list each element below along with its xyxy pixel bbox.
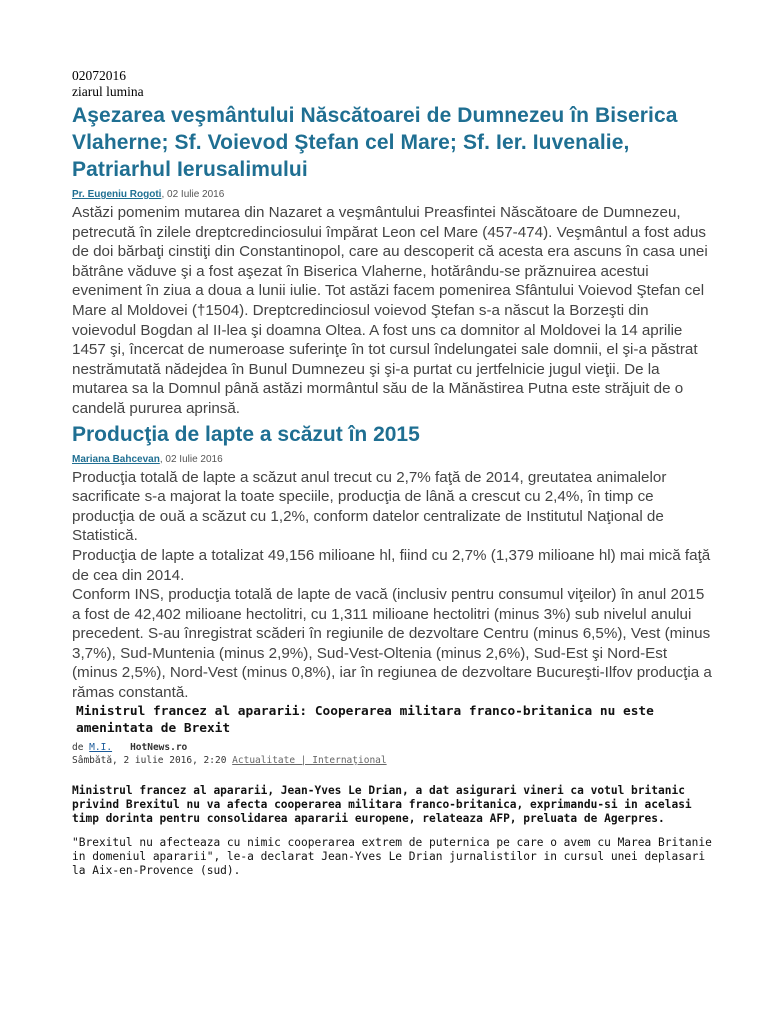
article2-title: Producţia de lapte a scăzut în 2015	[72, 422, 420, 446]
document-page	[72, 68, 712, 878]
article3-publication: HotNews.ro	[130, 741, 188, 753]
article3-by-prefix: de	[72, 741, 90, 753]
article2-byline	[72, 454, 712, 466]
article3-datetime: Sâmbătă, 2 iulie 2016, 2:20	[72, 754, 227, 766]
article1-paragraph: Astăzi pomenim mutarea din Nazaret a veşmântului Preasfintei Născătoare de Dumnezeu, petrecută în zilele dreptcredinciosului împărat Leon cel Mare (457-474). Veşmântul a fost adus de doi bărbaţi cinstiţi din Constantinopol, care au descoperit că acesta era ascuns în casa unei bătrâne văduve şi a fost aşezat în Biserica Vlaherne, hotărându-se prăznuirea acestui eveniment în ziua a doua a lunii iulie. Tot astăzi facem pomenirea Sfântului Voievod Ştefan cel Mare al Moldovei (†1504). Dreptcredinciosul voievod Ştefan s-a născut la Borzeşti din voievodul Bogdan al II-lea şi doamna Oltea. A fost uns ca domnitor al Moldovei la 14 aprilie 1457 şi, încercat de numeroase suferinţe în tot cursul îndelungatei sale domnii, el şi-a păstrat nestrămutată nădejdea în Bunul Dumnezeu şi şi-a purtat cu jertfelnicie jugul vieţii. De la mutarea sa la Domnul până astăzi mormântul său de la Mănăstirea Putna este străjuit de o candelă pururea aprinsă.	[72, 204, 708, 417]
article3	[72, 703, 712, 878]
article3-categories-link[interactable]: Actualitate | Internaţional	[232, 754, 387, 766]
article2-paragraph-2: Producţia de lapte a totalizat 49,156 milioane hl, fiind cu 2,7% (1,379 milioane hl) mai mică faţă de cea din 2014.	[72, 546, 711, 584]
article3-meta	[72, 741, 712, 767]
article3-title: Ministrul francez al apararii: Cooperarea militara franco-britanica nu este amenintata de Brexit	[76, 703, 654, 736]
article2-author-link[interactable]: Mariana Bahcevan	[72, 453, 160, 465]
article2-paragraph-3: Conform INS, producţia totală de lapte de vacă (inclusiv pentru consumul viţeilor) în anul 2015 a fost de 42,402 milioane hectolitri, cu 1,311 milioane hectolitri (minus 3%) sub nivelul anului precedent. S-au înregistrat scăderi în regiunile de dezvoltare Centru (minus 6,5%), Vest (minus 3,7%), Sud-Muntenia (minus 2,9%), Sud-Vest-Oltenia (minus 2,6%), Sud-Est şi Nord-Est (minus 2,5%), Nord-Vest (minus 0,8%), iar în regiunea de dezvoltare Bucureşti-Ilfov producţia a rămas constantă.	[72, 586, 712, 702]
article3-lead: Ministrul francez al apararii, Jean-Yves Le Drian, a dat asigurari vineri ca votul britanic privind Brexitul nu va afecta cooperarea militara franco-britanica, exprimandu-si in acelasi timp dorinta pentru consolidarea apararii europene, relateaza AFP, preluata de Agerpres.	[72, 783, 692, 825]
article2-date: , 02 Iulie 2016	[159, 453, 223, 465]
article2-paragraph-1: Producţia totală de lapte a scăzut anul trecut cu 2,7% faţă de 2014, greutatea animalelor sacrificate s-a majorat la toate speciile, producţia de lână a crescut cu 2,4%, în timp ce producţia de ouă a scăzut cu 1,2%, conform datelor centralizate de Institutul Naţional de Statistică.	[72, 468, 667, 545]
article1-byline	[72, 189, 712, 201]
article1-date: , 02 Iulie 2016	[161, 189, 225, 200]
article1-body	[72, 203, 712, 419]
article1-author-link[interactable]: Pr. Eugeniu Rogoti	[72, 189, 162, 200]
article1-title: Aşezarea veşmântului Născătoarei de Dumnezeu în Biserica Vlaherne; Sf. Voievod Ştefan cel Mare; Sf. Ier. Iuvenalie, Patriarhul Ierusalimului	[72, 104, 678, 181]
date-code: 02072016	[72, 68, 126, 83]
article2-body	[72, 468, 712, 703]
article3-author-link[interactable]: M.I.	[89, 741, 113, 753]
article3-byline-row	[72, 741, 712, 754]
article3-date-row	[72, 754, 712, 767]
article3-quote: "Brexitul nu afecteaza cu nimic cooperarea extrem de puternica pe care o avem cu Marea Britanie in domeniul apararii", le-a declarat Jean-Yves Le Drian jurnalistilor in cursul unei deplasari la Aix-en-Provence (sud).	[72, 835, 712, 877]
source-name: ziarul lumina	[72, 84, 144, 99]
